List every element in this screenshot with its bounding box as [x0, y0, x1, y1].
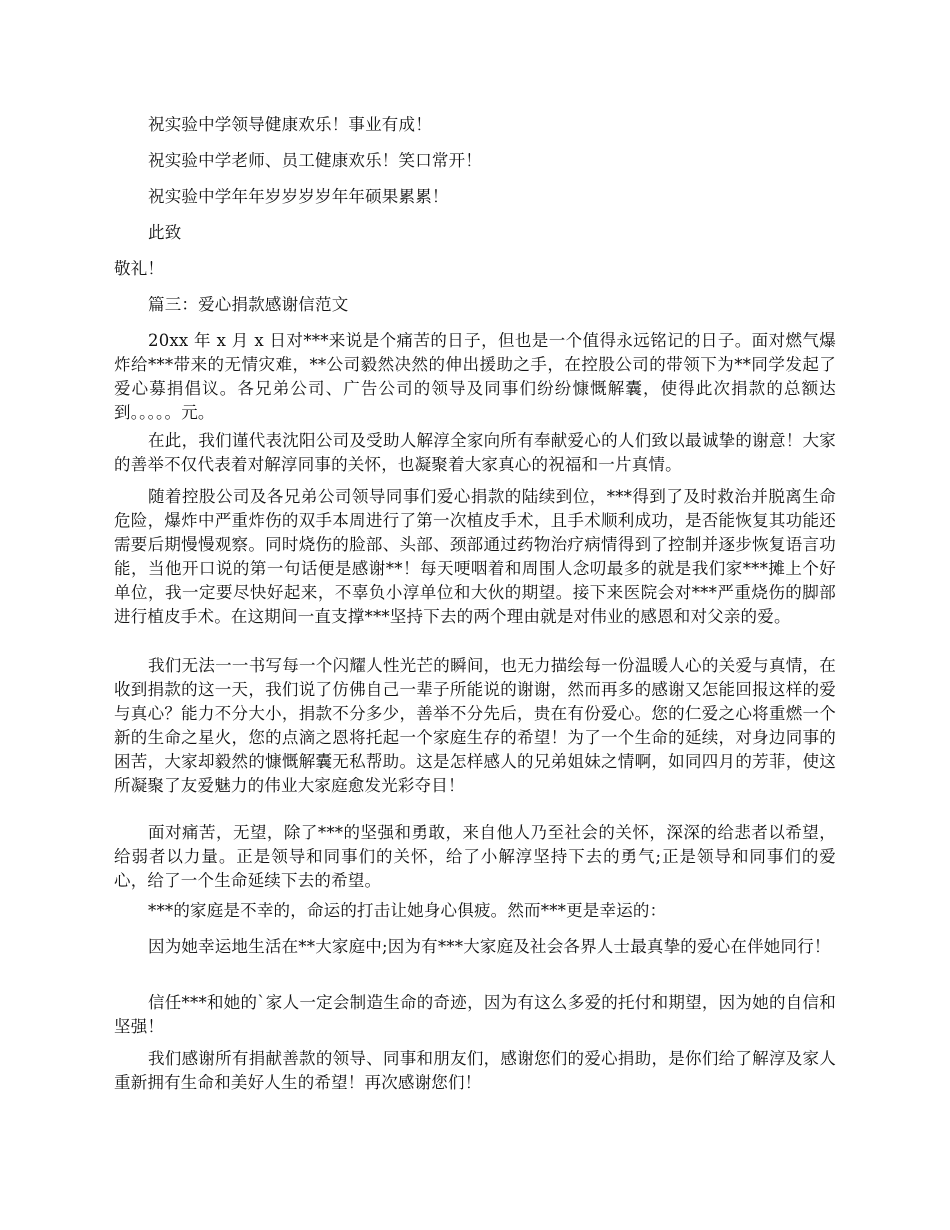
paragraph-8: 信任***和她的`家人一定会制造生命的奇迹，因为有这么多爱的托付和期望，因为她的自信和坚强！	[114, 993, 836, 1036]
paragraph-5: 面对痛苦，无望，除了***的坚强和勇敢，来自他人乃至社会的关怀，深深的给悲者以希望，给弱者以力量。正是领导和同事们的关怀，给了小解淳坚持下去的勇气;正是领导和同事们的爱心，给了一个生命延续下去的希望。	[114, 823, 836, 890]
closing-line-2: 敬礼！	[114, 259, 165, 278]
paragraph-7: 因为她幸运地生活在**大家庭中;因为有***大家庭及社会各界人士最真挚的爱心在伴她同行！	[148, 937, 831, 956]
section-heading: 篇三：爱心捐款感谢信范文	[148, 295, 349, 314]
paragraph-6: ***的家庭是不幸的，命运的打击让她身心俱疲。然而***更是幸运的：	[148, 901, 667, 920]
paragraph-9: 我们感谢所有捐献善款的领导、同事和朋友们，感谢您们的爱心捐助，是你们给了解淳及家人重新拥有生命和美好人生的希望！再次感谢您们！	[114, 1049, 836, 1092]
greeting-line-1: 祝实验中学领导健康欢乐！事业有成！	[148, 115, 432, 134]
greeting-line-2: 祝实验中学老师、员工健康欢乐！笑口常开！	[148, 151, 482, 170]
paragraph-2: 在此，我们谨代表沈阳公司及受助人解淳全家向所有奉献爱心的人们致以最诚挚的谢意！大家的善举不仅代表着对解淳同事的关怀，也凝聚着大家真心的祝福和一片真情。	[114, 431, 836, 474]
paragraph-1: 20xx 年 x 月 x 日对***来说是个痛苦的日子，但也是一个值得永远铭记的日子。面对燃气爆炸给***带来的无情灾难，**公司毅然决然的伸出援助之手，在控股公司的带领下为**同学发起了爱心募捐倡议。各兄弟公司、广告公司的领导及同事们纷纷慷慨解囊，使得此次捐款的总额达到。。。。。元。	[114, 331, 836, 422]
greeting-line-3: 祝实验中学年年岁岁岁岁年年硕果累累！	[148, 187, 449, 206]
paragraph-4: 我们无法一一书写每一个闪耀人性光芒的瞬间，也无力描绘每一份温暖人心的关爱与真情，在收到捐款的这一天，我们说了仿佛自己一辈子所能说的谢谢，然而再多的感谢又怎能回报这样的爱与真心？能力不分大小，捐款不分多少，善举不分先后，贵在有份爱心。您的仁爱之心将重燃一个新的生命之星火，您的点滴之恩将托起一个家庭生存的希望！为了一个生命的延续，对身边同事的困苦，大家却毅然的慷慨解囊无私帮助。这是怎样感人的兄弟姐妹之情啊，如同四月的芳菲，使这所凝聚了友爱魅力的伟业大家庭愈发光彩夺目！	[114, 656, 836, 795]
closing-line-1: 此致	[148, 223, 182, 242]
paragraph-3: 随着控股公司及各兄弟公司领导同事们爱心捐款的陆续到位，***得到了及时救治并脱离生命危险，爆炸中严重炸伤的双手本周进行了第一次植皮手术，且手术顺利成功，是否能恢复其功能还需要后期慢慢观察。同时烧伤的脸部、头部、颈部通过药物治疗病情得到了控制并逐步恢复语言功能，当他开口说的第一句话便是感谢**！每天哽咽着和周围人念叨最多的就是我们家***摊上个好单位，我一定要尽快好起来，不辜负小淳单位和大伙的期望。接下来医院会对***严重烧伤的脚部进行植皮手术。在这期间一直支撑***坚持下去的两个理由就是对伟业的感恩和对父亲的爱。	[114, 487, 836, 626]
